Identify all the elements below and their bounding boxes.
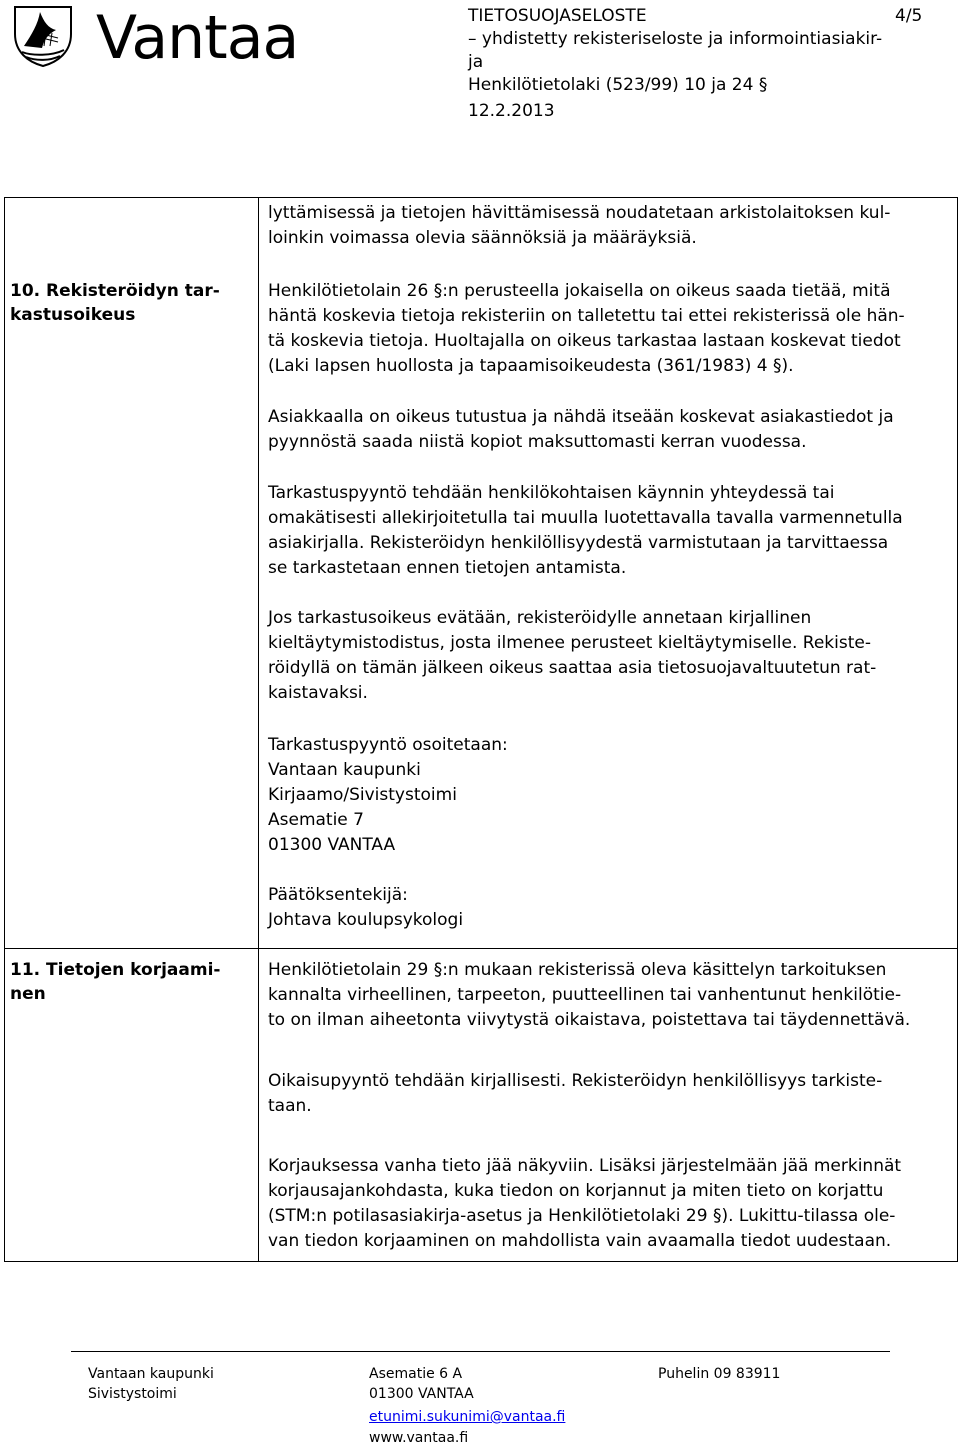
text-line: (STM:n potilasasiakirja-asetus ja Henkilötietolaki 29 §). Lukittu-tilassa ole-: [268, 1206, 896, 1226]
paragraph: [268, 405, 952, 455]
column-divider: [258, 197, 259, 1262]
text-line: kieltäytymistodistus, josta ilmenee perusteet kieltäytymiselle. Rekiste-: [268, 633, 871, 653]
text-line: tä koskevia tietoja. Huoltajalla on oikeus tarkastaa lastaan koskevat tiedot: [268, 331, 901, 351]
text-line: taan.: [268, 1096, 312, 1116]
footer-web[interactable]: www.vantaa.fi: [369, 1430, 469, 1446]
paragraph: [268, 481, 952, 581]
document-date: 12.2.2013: [468, 101, 555, 121]
text-line: omakätisesti allekirjoitetulla tai muulla luotettavalla tavalla varmennetulla: [268, 508, 903, 528]
text-line: kannalta virheellinen, tarpeeton, puutteellinen tai vanhentunut henkilötie-: [268, 985, 902, 1005]
text-line: Oikaisupyyntö tehdään kirjallisesti. Rekisteröidyn henkilöllisyys tarkiste-: [268, 1071, 883, 1091]
footer-postal: 01300 VANTAA: [369, 1386, 474, 1402]
text-line: Tarkastuspyyntö tehdään henkilökohtaisen käynnin yhteydessä tai: [268, 483, 835, 503]
document-subtitle-line: Henkilötietolaki (523/99) 10 ja 24 §: [468, 75, 768, 95]
section-heading-line: 10. Rekisteröidyn tar-: [10, 281, 220, 301]
document-title: TIETOSUOJASELOSTE: [468, 6, 647, 26]
text-line: loinkin voimassa olevia säännöksiä ja määräyksiä.: [268, 228, 697, 248]
text-line: to on ilman aiheetonta viivytystä oikaistava, poistettava tai täydennettävä.: [268, 1010, 911, 1030]
footer-dept: Sivistystoimi: [88, 1386, 177, 1402]
paragraph: [268, 201, 952, 251]
footer-email-link[interactable]: etunimi.sukunimi@vantaa.fi: [369, 1409, 566, 1425]
text-line: korjausajankohdasta, kuka tiedon on korjannut ja miten tieto on korjattu: [268, 1181, 884, 1201]
paragraph: [268, 1069, 952, 1119]
text-line: (Laki lapsen huollosta ja tapaamisoikeudesta (361/1983) 4 §).: [268, 356, 794, 376]
text-line: häntä koskevia tietoja rekisteriin on talletettu tai ettei rekisterissä ole hän-: [268, 306, 905, 326]
section-heading: [10, 279, 255, 327]
page-number: 4/5: [895, 6, 923, 26]
text-line: röidyllä on tämän jälkeen oikeus saattaa asia tietosuojavaltuutetun rat-: [268, 658, 877, 678]
section-heading-line: nen: [10, 984, 46, 1004]
city-crest-logo: [12, 4, 74, 68]
text-line: kaistavaksi.: [268, 683, 368, 703]
text-line: lyttämisessä ja tietojen hävittämisessä noudatetaan arkistolaitoksen kul-: [268, 203, 891, 223]
footer-org: Vantaan kaupunki: [88, 1366, 214, 1382]
text-line: Henkilötietolain 29 §:n mukaan rekisterissä oleva käsittelyn tarkoituksen: [268, 960, 887, 980]
text-line: se tarkastetaan ennen tietojen antamista.: [268, 558, 627, 578]
text-line: Henkilötietolain 26 §:n perusteella jokaisella on oikeus saada tietää, mitä: [268, 281, 891, 301]
paragraph: [268, 606, 952, 706]
text-line: Päätöksentekijä:: [268, 885, 408, 905]
text-line: Korjauksessa vanha tieto jää näkyviin. Lisäksi järjestelmään jää merkinnät: [268, 1156, 902, 1176]
footer-rule: [71, 1351, 890, 1352]
footer-address: Asematie 6 A: [369, 1366, 463, 1382]
footer-phone: Puhelin 09 83911: [658, 1366, 781, 1382]
text-line: Johtava koulupsykologi: [268, 910, 464, 930]
section-heading-line: 11. Tietojen korjaami-: [10, 960, 221, 980]
paragraph: [268, 1154, 952, 1254]
text-line: Vantaan kaupunki: [268, 760, 421, 780]
row-divider: [4, 948, 958, 949]
text-line: Asematie 7: [268, 810, 364, 830]
text-line: asiakirjalla. Rekisteröidyn henkilöllisyydestä varmistutaan ja tarvittaessa: [268, 533, 889, 553]
text-line: Asiakkaalla on oikeus tutustua ja nähdä itseään koskevat asiakastiedot ja: [268, 407, 894, 427]
text-line: Kirjaamo/Sivistystoimi: [268, 785, 457, 805]
text-line: pyynnöstä saada niistä kopiot maksuttomasti kerran vuodessa.: [268, 432, 807, 452]
text-line: van tiedon korjaaminen on mahdollista vain avaamalla tiedot uudestaan.: [268, 1231, 892, 1251]
document-subtitle-line: ja: [468, 52, 484, 72]
decision-maker-block: [268, 883, 952, 933]
section-heading: [10, 958, 255, 1006]
document-subtitle-line: – yhdistetty rekisteriseloste ja informointiasiakir-: [468, 29, 883, 49]
text-line: Jos tarkastusoikeus evätään, rekisteröidylle annetaan kirjallinen: [268, 608, 812, 628]
paragraph: [268, 958, 952, 1033]
address-block: [268, 733, 952, 858]
text-line: Tarkastuspyyntö osoitetaan:: [268, 735, 508, 755]
section-heading-line: kastusoikeus: [10, 305, 136, 325]
paragraph: [268, 279, 952, 379]
text-line: 01300 VANTAA: [268, 835, 396, 855]
logo-wordmark: Vantaa: [96, 3, 299, 73]
